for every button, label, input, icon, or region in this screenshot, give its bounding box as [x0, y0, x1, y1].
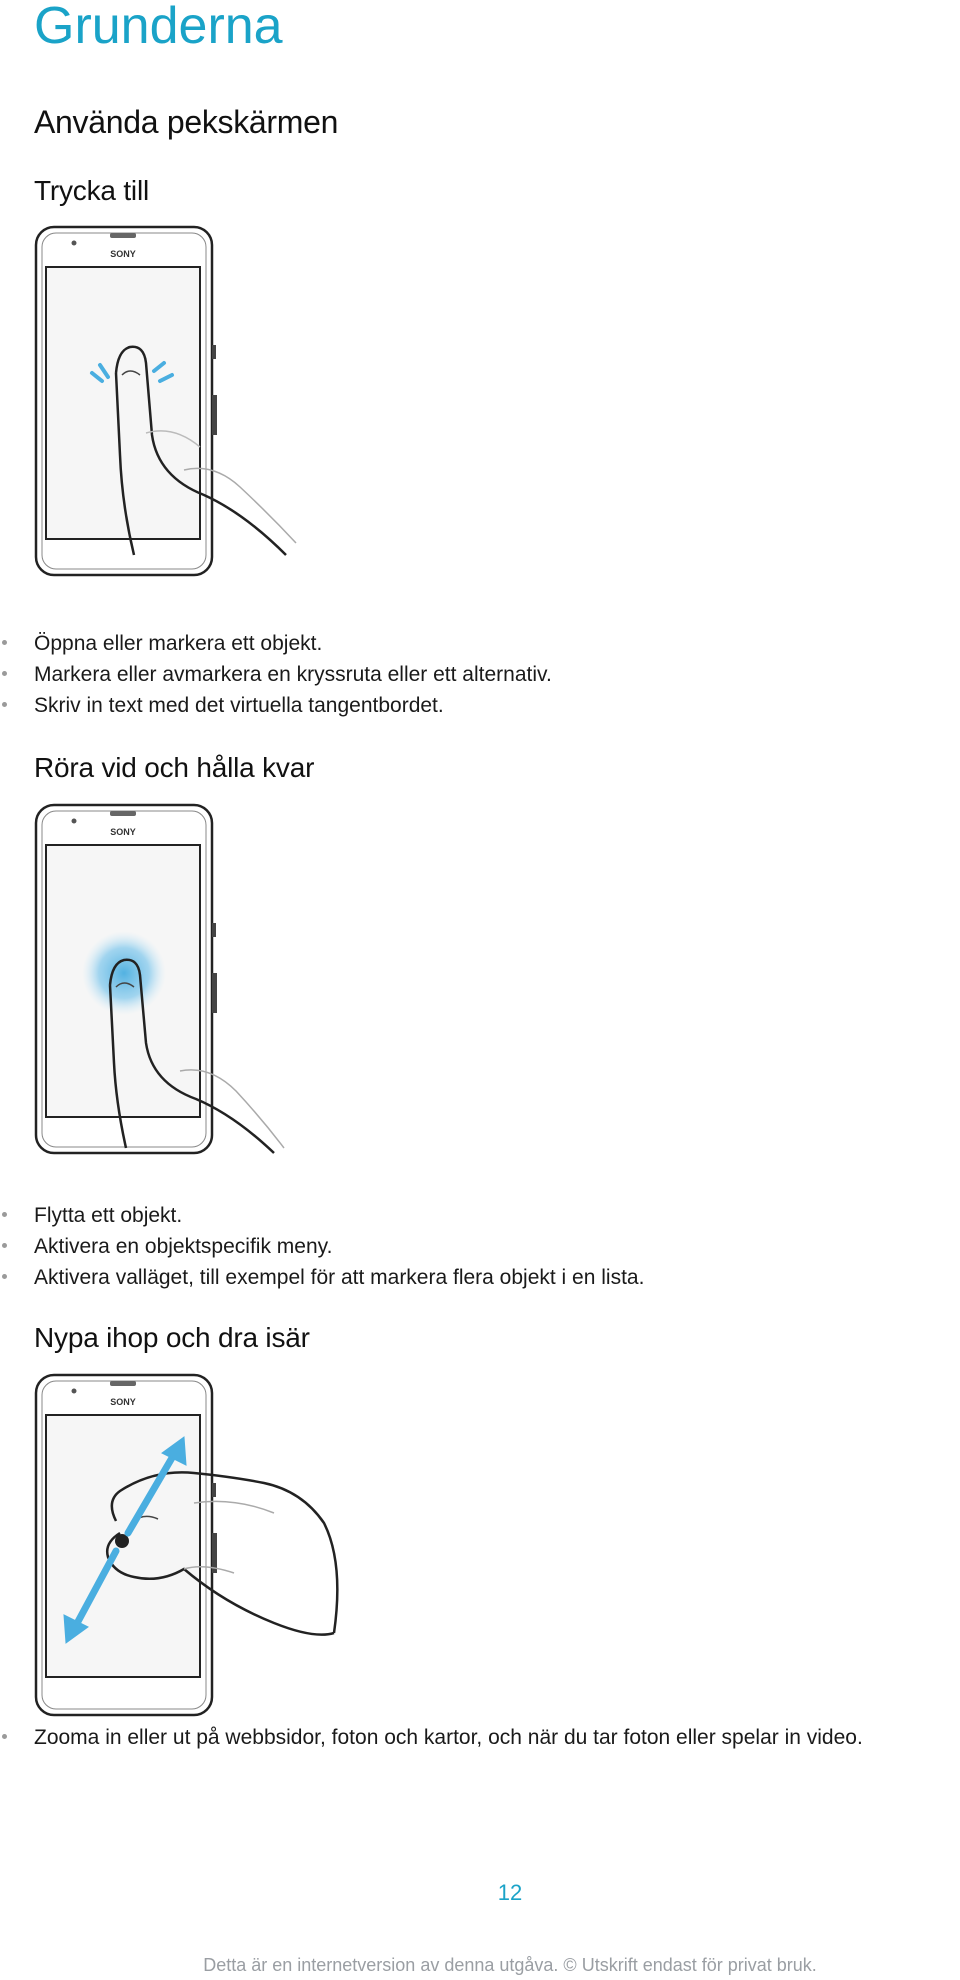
- list-item: Flytta ett objekt.: [0, 1200, 960, 1231]
- footer-note: Detta är en internetversion av denna utgåva. © Utskrift endast för privat bruk.: [203, 1955, 817, 1975]
- list-item: Aktivera valläget, till exempel för att markera flera objekt i en lista.: [0, 1262, 960, 1293]
- list-item: Markera eller avmarkera en kryssruta eller ett alternativ.: [0, 659, 960, 690]
- touch-hold-bullet-list: [0, 1200, 960, 1293]
- phone-brand-label: SONY: [110, 827, 136, 837]
- page-number: 12: [497, 1880, 523, 1905]
- subsection-title-touch-hold: Röra vid och hålla kvar: [34, 752, 315, 783]
- section-title: Använda pekskärmen: [34, 104, 339, 140]
- touch-hold-illustration: [34, 803, 324, 1173]
- pinch-illustration: [34, 1373, 364, 1723]
- list-item: Skriv in text med det virtuella tangentbordet.: [0, 690, 960, 721]
- list-item: Aktivera en objektspecifik meny.: [0, 1231, 960, 1262]
- list-item: Zooma in eller ut på webbsidor, foton och kartor, och när du tar foton eller spelar in video.: [0, 1722, 960, 1753]
- phone-brand-label: SONY: [110, 1397, 136, 1407]
- tap-illustration: [34, 225, 324, 595]
- tap-bullet-list: [0, 628, 960, 721]
- subsection-title-pinch: Nypa ihop och dra isär: [34, 1322, 310, 1353]
- pinch-bullet-list: [0, 1722, 960, 1753]
- phone-brand-label: SONY: [110, 249, 136, 259]
- subsection-title-tap: Trycka till: [34, 175, 149, 206]
- chapter-title: Grunderna: [34, 0, 283, 55]
- list-item: Öppna eller markera ett objekt.: [0, 628, 960, 659]
